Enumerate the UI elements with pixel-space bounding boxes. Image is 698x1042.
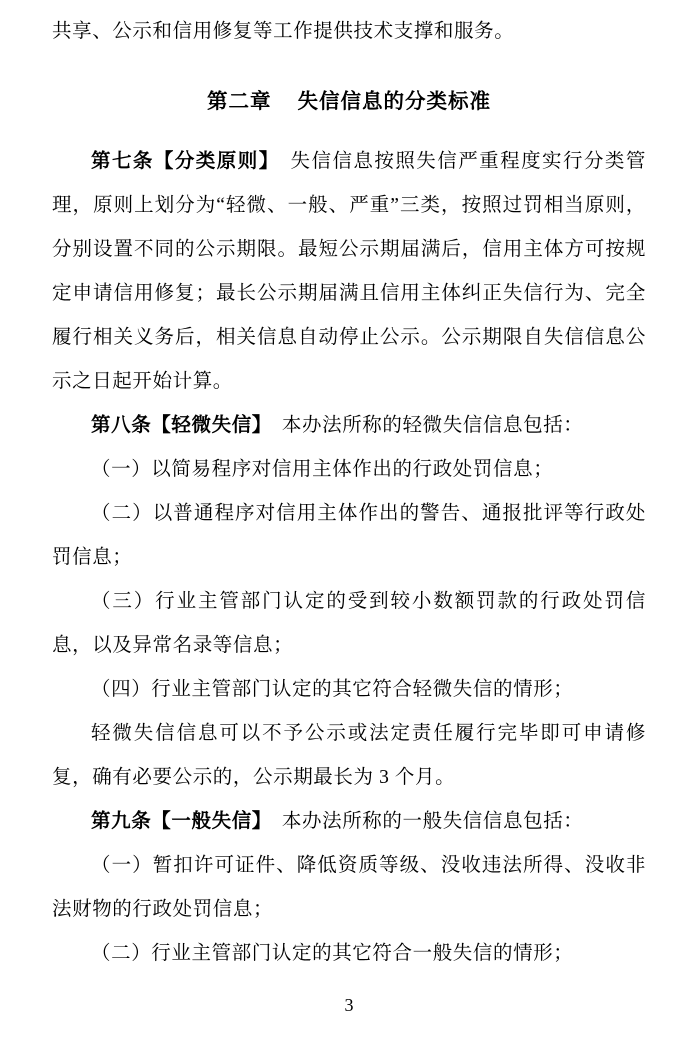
- chapter-title: 失信信息的分类标准: [297, 91, 491, 113]
- chapter-number: 第二章: [207, 91, 272, 113]
- article-7-body: 失信信息按照失信严重程度实行分类管理，原则上划分为“轻微、一般、严重”三类，按照过罚相当原则，分别设置不同的公示期限。最短公示期届满后，信用主体方可按规定申请信用修复；最长公示期届满且信用主体纠正失信行为、完全履行相关义务后，相关信息自动停止公示。公示期限自失信信息公示之日起开始计算。: [52, 151, 646, 392]
- article-8-item-4: （四）行业主管部门认定的其它符合轻微失信的情形；: [91, 679, 574, 700]
- article-9-body: 本办法所称的一般失信信息包括：: [281, 811, 584, 832]
- article-8-item-2: （二）以普通程序对信用主体作出的警告、通报批评等行政处罚信息；: [52, 503, 646, 568]
- article-7-label: 第七条【分类原则】: [91, 151, 280, 172]
- chapter-heading: [52, 80, 646, 124]
- article-9-item-2: （二）行业主管部门认定的其它符合一般失信的情形；: [91, 943, 574, 964]
- article-7: [52, 140, 646, 404]
- article-9-item-1: （一）暂扣许可证件、降低资质等级、没收违法所得、没收非法财物的行政处罚信息；: [52, 855, 646, 920]
- article-8-item-3: （三）行业主管部门认定的受到较小数额罚款的行政处罚信息，以及异常名录等信息；: [52, 591, 646, 656]
- page-number: 3: [344, 995, 354, 1015]
- article-8-label: 第八条【轻微失信】: [91, 415, 272, 436]
- article-8-item-1: （一）以简易程序对信用主体作出的行政处罚信息；: [91, 459, 554, 480]
- article-8-body: 本办法所称的轻微失信信息包括：: [281, 415, 584, 436]
- article-8: [52, 404, 646, 448]
- article-9-label: 第九条【一般失信】: [91, 811, 272, 832]
- article-9: [52, 800, 646, 844]
- article-8-closing: 轻微失信信息可以不予公示或法定责任履行完毕即可申请修复，确有必要公示的，公示期最长为 3 个月。: [52, 723, 646, 788]
- document-body: [52, 10, 646, 976]
- continuation-paragraph: 共享、公示和信用修复等工作提供技术支撑和服务。: [52, 21, 515, 42]
